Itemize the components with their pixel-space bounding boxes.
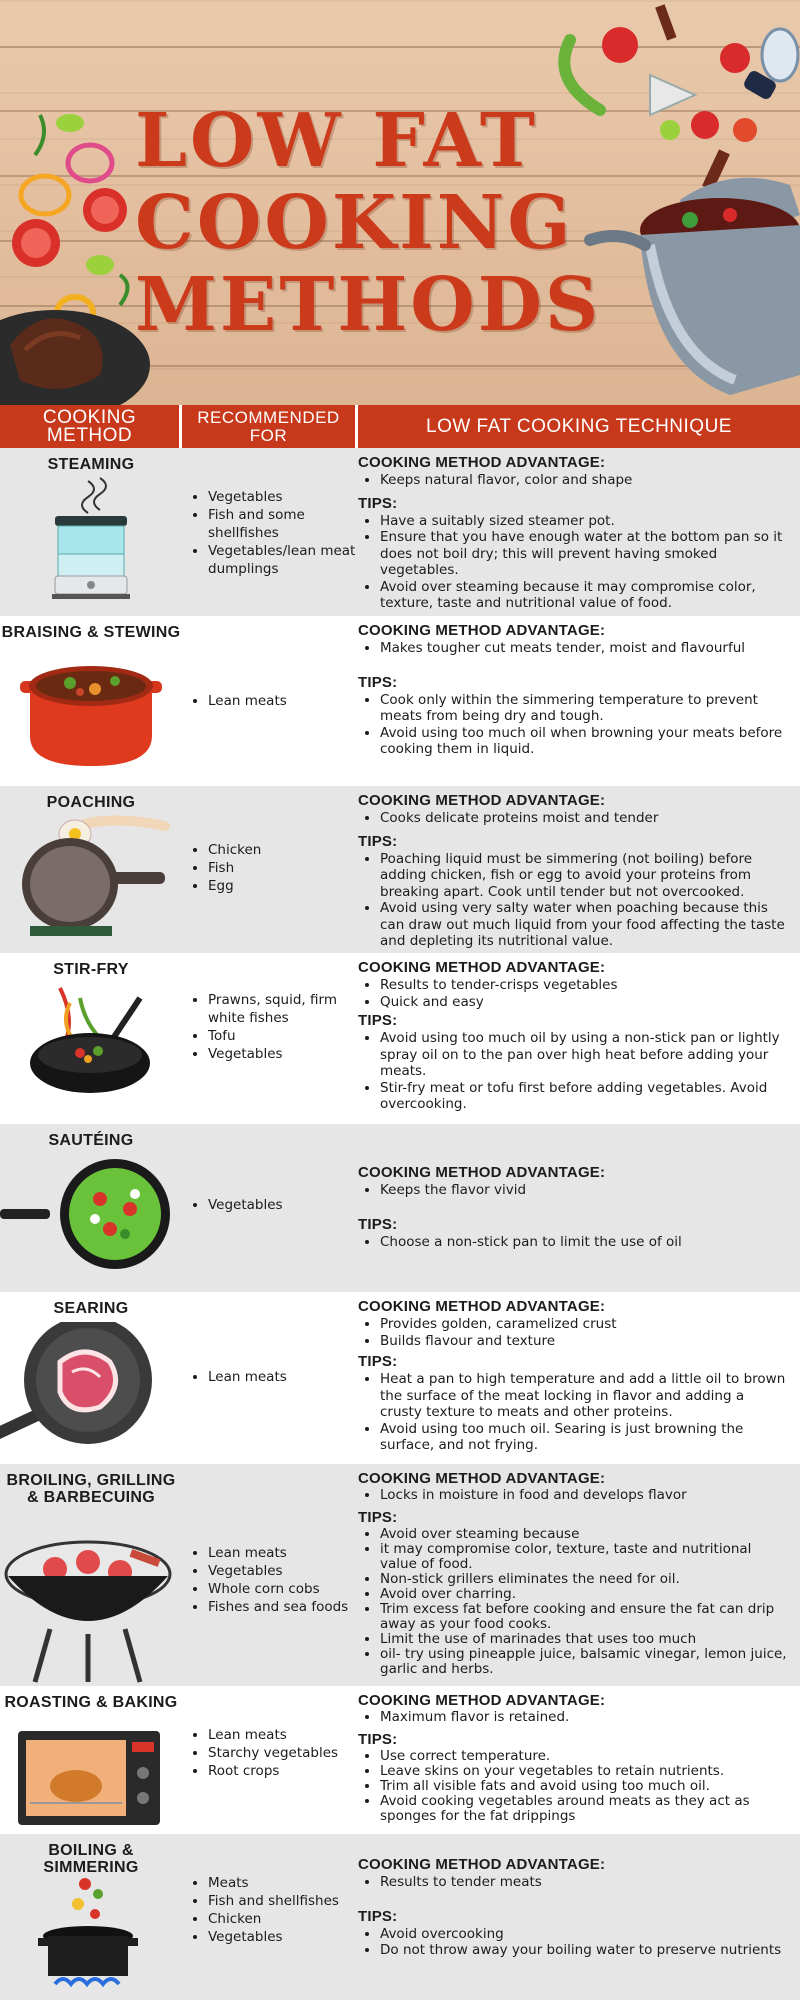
advantage-heading: COOKING METHOD ADVANTAGE:: [358, 959, 606, 976]
tips-heading: TIPS:: [358, 832, 398, 850]
list-item: • Meats: [208, 1874, 358, 1892]
list-item: • Limit the use of marinades that uses too much: [380, 1632, 788, 1647]
advantage-heading: COOKING METHOD ADVANTAGE:: [358, 622, 606, 639]
list-item: • Whole corn cobs: [208, 1580, 358, 1598]
list-item: • Fish and some shellfishes: [208, 506, 358, 542]
column-header-technique: LOW FAT COOKING TECHNIQUE: [426, 415, 732, 437]
list-item: • Lean meats: [208, 692, 358, 710]
advantage-heading: COOKING METHOD ADVANTAGE:: [358, 1164, 606, 1181]
recommended-cell: [190, 1726, 358, 1780]
list-item: • Fishes and sea foods: [208, 1598, 358, 1616]
list-item: • oil- try using pineapple juice, balsamic vinegar, lemon juice, garlic and herbs.: [380, 1647, 788, 1677]
methods-table: [0, 448, 800, 2000]
saute-pan-icon: [0, 1154, 182, 1284]
list-item: • Choose a non-stick pan to limit the use of oil: [380, 1234, 788, 1251]
column-header-recommended: RECOMMENDED FOR: [182, 405, 358, 448]
title-line-1: LOW FAT: [135, 98, 538, 184]
column-header-method: COOKING METHOD: [0, 405, 182, 448]
list-item: • Fish: [208, 859, 358, 877]
table-row-boiling: [0, 1834, 800, 2000]
list-item: • Avoid using too much oil by using a non-stick pan or lightly spray oil on to the pan over high heat before adding your meats.: [380, 1030, 788, 1080]
table-row-poaching: [0, 786, 800, 953]
tips-heading: TIPS:: [358, 494, 398, 512]
oven-icon: [0, 1728, 182, 1828]
method-name: STIR-FRY: [53, 961, 129, 978]
technique-cell: [358, 1856, 788, 1959]
list-item: • Trim excess fat before cooking and ensure the fat can drip away as your food cooks.: [380, 1602, 788, 1632]
list-item: • Avoid overcooking: [380, 1926, 788, 1943]
list-item: • Vegetables/lean meat dumplings: [208, 542, 358, 578]
tips-heading: TIPS:: [358, 1509, 398, 1526]
list-item: • Cook only within the simmering temperature to prevent meats from being dry and tough.: [380, 692, 788, 725]
list-item: • Ensure that you have enough water at the bottom pan so it does not boil dry; this will prevent having smoked vegetables.: [380, 529, 788, 579]
method-name: SEARING: [53, 1300, 129, 1317]
list-item: • Do not throw away your boiling water to preserve nutrients: [380, 1942, 788, 1959]
list-item: • Vegetables: [208, 1562, 358, 1580]
vegetables-steak-illustration: [0, 95, 150, 405]
list-item: • Locks in moisture in food and develops flavor: [380, 1488, 788, 1503]
list-item: • Root crops: [208, 1762, 358, 1780]
list-item: • Lean meats: [208, 1726, 358, 1744]
list-item: • Stir-fry meat or tofu first before adding vegetables. Avoid overcooking.: [380, 1080, 788, 1113]
grill-icon: [0, 1534, 182, 1684]
list-item: • Maximum flavor is retained.: [380, 1710, 788, 1725]
boiling-pot-icon: [0, 1876, 182, 1996]
searing-pan-icon: [0, 1322, 182, 1452]
list-item: • Have a suitably sized steamer pot.: [380, 513, 788, 530]
recommended-cell: [190, 1368, 358, 1386]
list-item: • Egg: [208, 877, 358, 895]
header-banner: [0, 0, 800, 405]
advantage-heading: COOKING METHOD ADVANTAGE:: [358, 1298, 606, 1315]
technique-cell: [358, 454, 788, 612]
technique-cell: [358, 622, 788, 758]
tips-heading: TIPS:: [358, 1731, 398, 1748]
table-row-sauteing: [0, 1124, 800, 1292]
technique-cell: [358, 1692, 788, 1824]
tips-heading: TIPS:: [358, 1215, 398, 1233]
list-item: • Poaching liquid must be simmering (not boiling) before adding chicken, fish or egg to avoid your proteins from breaking apart. Cook until tender but not overcooked.: [380, 851, 788, 901]
list-item: • Avoid over charring.: [380, 1587, 788, 1602]
list-item: • Vegetables: [208, 1196, 358, 1214]
tips-heading: TIPS:: [358, 1353, 398, 1370]
list-item: • Results to tender-crisps vegetables: [380, 977, 788, 994]
technique-cell: [358, 1470, 788, 1677]
list-item: • Keeps natural flavor, color and shape: [380, 472, 788, 489]
tips-heading: TIPS:: [358, 673, 398, 691]
list-item: • Leave skins on your vegetables to retain nutrients.: [380, 1764, 788, 1779]
list-item: • Trim all visible fats and avoid using too much oil.: [380, 1779, 788, 1794]
list-item: • Lean meats: [208, 1368, 358, 1386]
list-item: • Avoid over steaming because it may compromise color, texture, taste and nutritional value of food.: [380, 579, 788, 612]
list-item: • Chicken: [208, 1910, 358, 1928]
wok-icon: [0, 983, 182, 1113]
list-item: • Starchy vegetables: [208, 1744, 358, 1762]
list-item: • Vegetables: [208, 1928, 358, 1946]
list-item: • Non-stick grillers eliminates the need for oil.: [380, 1572, 788, 1587]
recommended-cell: [190, 841, 358, 895]
title-line-2: COOKING: [135, 180, 574, 266]
table-row-steaming: [0, 448, 800, 616]
list-item: • Makes tougher cut meats tender, moist and flavourful: [380, 640, 788, 657]
stew-pot-icon: [0, 656, 182, 781]
list-item: • Heat a pan to high temperature and add a little oil to brown the surface of the meat locking in flavor and adding a crusty texture to meats and other proteins.: [380, 1371, 788, 1421]
list-item: • Provides golden, caramelized crust: [380, 1316, 788, 1333]
method-name: POACHING: [46, 794, 136, 811]
list-item: • Fish and shellfishes: [208, 1892, 358, 1910]
advantage-heading: COOKING METHOD ADVANTAGE:: [358, 792, 606, 809]
list-item: • Tofu: [208, 1027, 358, 1045]
list-item: • Avoid cooking vegetables around meats as they act as sponges for the fat drippings: [380, 1794, 788, 1824]
table-header: [0, 405, 800, 448]
page-title: [135, 98, 602, 348]
list-item: • Avoid using very salty water when poaching because this can draw out much liquid from your food affecting the taste and depleting its nutritional value.: [380, 900, 788, 950]
table-row-braising: [0, 616, 800, 786]
recommended-cell: [190, 1196, 358, 1214]
title-line-3: METHODS: [135, 262, 602, 348]
list-item: • Vegetables: [208, 1045, 358, 1063]
method-name: STEAMING: [47, 456, 135, 473]
technique-cell: [358, 1164, 788, 1250]
advantage-heading: COOKING METHOD ADVANTAGE:: [358, 454, 606, 471]
technique-cell: [358, 792, 788, 950]
technique-cell: [358, 959, 788, 1113]
list-item: • Avoid over steaming because: [380, 1527, 788, 1542]
list-item: • Vegetables: [208, 488, 358, 506]
method-name: BROILING, GRILLING & BARBECUING: [6, 1472, 176, 1506]
table-row-roasting: [0, 1686, 800, 1834]
tips-heading: TIPS:: [358, 1012, 398, 1029]
poaching-pan-icon: [0, 814, 182, 949]
list-item: • Keeps the flavor vivid: [380, 1182, 788, 1199]
advantage-heading: COOKING METHOD ADVANTAGE:: [358, 1692, 606, 1709]
recommended-cell: [190, 692, 358, 710]
tips-heading: TIPS:: [358, 1907, 398, 1925]
list-item: • Chicken: [208, 841, 358, 859]
recommended-cell: [190, 991, 358, 1063]
steamer-icon: [0, 476, 182, 611]
list-item: • Quick and easy: [380, 994, 788, 1011]
list-item: • Cooks delicate proteins moist and tender: [380, 810, 788, 827]
technique-cell: [358, 1298, 788, 1454]
recommended-cell: [190, 1544, 358, 1616]
list-item: • Avoid using too much oil. Searing is just browning the surface, and not frying.: [380, 1421, 788, 1454]
method-name: ROASTING & BAKING: [4, 1694, 178, 1711]
advantage-heading: COOKING METHOD ADVANTAGE:: [358, 1470, 606, 1487]
method-name: BRAISING & STEWING: [1, 624, 181, 641]
list-item: • Avoid using too much oil when browning your meats before cooking them in liquid.: [380, 725, 788, 758]
recommended-cell: [190, 1874, 358, 1946]
table-row-broiling: [0, 1464, 800, 1686]
list-item: • Prawns, squid, firm white fishes: [208, 991, 358, 1027]
list-item: • Builds flavour and texture: [380, 1333, 788, 1350]
advantage-heading: COOKING METHOD ADVANTAGE:: [358, 1856, 606, 1873]
list-item: • Lean meats: [208, 1544, 358, 1562]
table-row-stir-fry: [0, 953, 800, 1124]
table-row-searing: [0, 1292, 800, 1464]
list-item: • Use correct temperature.: [380, 1749, 788, 1764]
list-item: • it may compromise color, texture, taste and nutritional value of food.: [380, 1542, 788, 1572]
recommended-cell: [190, 488, 358, 578]
method-name: SAUTÉING: [48, 1132, 134, 1149]
list-item: • Results to tender meats: [380, 1874, 788, 1891]
method-name: BOILING & SIMMERING: [43, 1842, 139, 1876]
